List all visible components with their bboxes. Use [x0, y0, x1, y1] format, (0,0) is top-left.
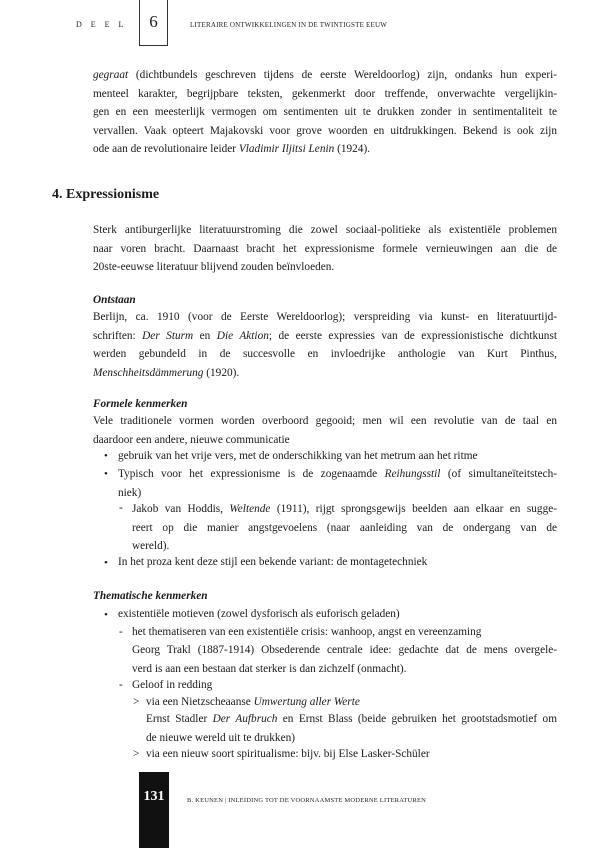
formele-paragraph: Vele traditionele vormen worden overboord gegooid; men wil een revolutie van de taal en daardoor een andere, nieuwe communicatie [93, 415, 557, 446]
dash-marker: - [119, 502, 123, 514]
bullet-marker: • [104, 557, 108, 569]
formele-dash-1: Jakob van Hoddis, Weltende (1911), rijgt sprongsgewijs beelden aan elkaar en sugge- reert op die manier angstgevoelens (naar aanleiding van de ondergang van de wereld). [132, 503, 557, 552]
footer-running-text: B. KEUNEN | INLEIDING TOT DE VOORNAAMSTE MODERNE LITERATUREN [187, 797, 427, 804]
chevron-marker: > [133, 748, 140, 760]
subheading-formele: Formele kenmerken [93, 398, 188, 410]
text-italic: gegraat [93, 69, 129, 81]
ontstaan-paragraph: Berlijn, ca. 1910 (voor de Eerste Wereldoorlog); verspreiding via kunst- en literatuurtijd- schriften: Der Sturm en Die Aktion; de eerste expressies van de expressionistische dichtkunst werden gebundeld in de succesvolle en invloedrijke anthologie van Kurt Pinthus, Menschheitsdämmerung (1920). [93, 311, 557, 379]
part-number-box [139, 0, 168, 46]
subheading-ontstaan: Ontstaan [93, 294, 136, 306]
thematische-sub-1: via een Nietzscheaanse Umwertung aller Werte [146, 696, 360, 708]
bullet-marker: • [104, 450, 108, 462]
thematische-sub-2: via een nieuw soort spiritualisme: bijv. bij Else Lasker-Schüler [146, 748, 430, 760]
chevron-marker: > [133, 696, 140, 708]
thematische-sub-1-detail: Ernst Stadler Der Aufbruch en Ernst Blass (beide gebruiken het grootstadsmotief om de nieuwe wereld uit te drukken) [146, 713, 557, 744]
running-title: LITERAIRE ONTWIKKELINGEN IN DE TWINTIGSTE EEUW [190, 21, 388, 29]
footer-page-bar [139, 772, 169, 848]
formele-bullet-2: Typisch voor het expressionisme is de zogenaamde Reihungsstil (of simultaneïteitstech- niek) [118, 468, 557, 499]
part-label: DEEL [76, 20, 133, 29]
subheading-thematische: Thematische kenmerken [93, 590, 208, 602]
intro-paragraph: gegraat (dichtbundels geschreven tijdens de eerste Wereldoorlog) zijn, ondanks hun experi- menteel karakter, begrijpbare teksten, gekenmerkt door treffende, onverwachte vergelijkin- gen en een meesterlijk vermogen om sentimenten uit te drukken zonder in sentimentaliteit te vervallen. Vaak opteert Majakovski voor grove woorden en uitdrukkingen. Bekend is ook zijn ode aan de revolutionaire leider Vladimir Iljitsi Lenin (1924). [93, 69, 557, 155]
section-intro: Sterk antiburgerlijke literatuurstroming die zowel sociaal-politieke als existentiële problemen naar voren bracht. Daarnaast bracht het expressionisme formele vernieuwingen aan die de 20ste-eeuwse literatuur blijvend zouden beïnvloeden. [93, 224, 557, 273]
dash-marker: - [119, 626, 123, 638]
section-title: 4. Expressionisme [52, 187, 160, 202]
part-number: 6 [149, 12, 158, 31]
formele-bullet-1: gebruik van het vrije vers, met de onderschikking van het metrum aan het ritme [118, 450, 478, 462]
thematische-dash-2: Geloof in redding [132, 679, 213, 691]
formele-bullet-3: In het proza kent deze stijl een bekende variant: de montagetechniek [118, 556, 428, 568]
bullet-marker: • [104, 609, 108, 621]
dash-marker: - [119, 679, 123, 691]
thematische-bullet-1: existentiële motieven (zowel dysforisch als euforisch geladen) [118, 608, 400, 620]
bullet-marker: • [104, 468, 108, 480]
thematische-dash-1-detail: Georg Trakl (1887-1914) Obsederende centrale idee: gedachte dat de mens overgele- verd is aan een bestaan dat sterker is dan zichzelf (onmacht). [132, 644, 557, 675]
page-number: 131 [143, 789, 165, 804]
thematische-dash-1: het thematiseren van een existentiële crisis: wanhoop, angst en vereenzaming [132, 626, 482, 638]
